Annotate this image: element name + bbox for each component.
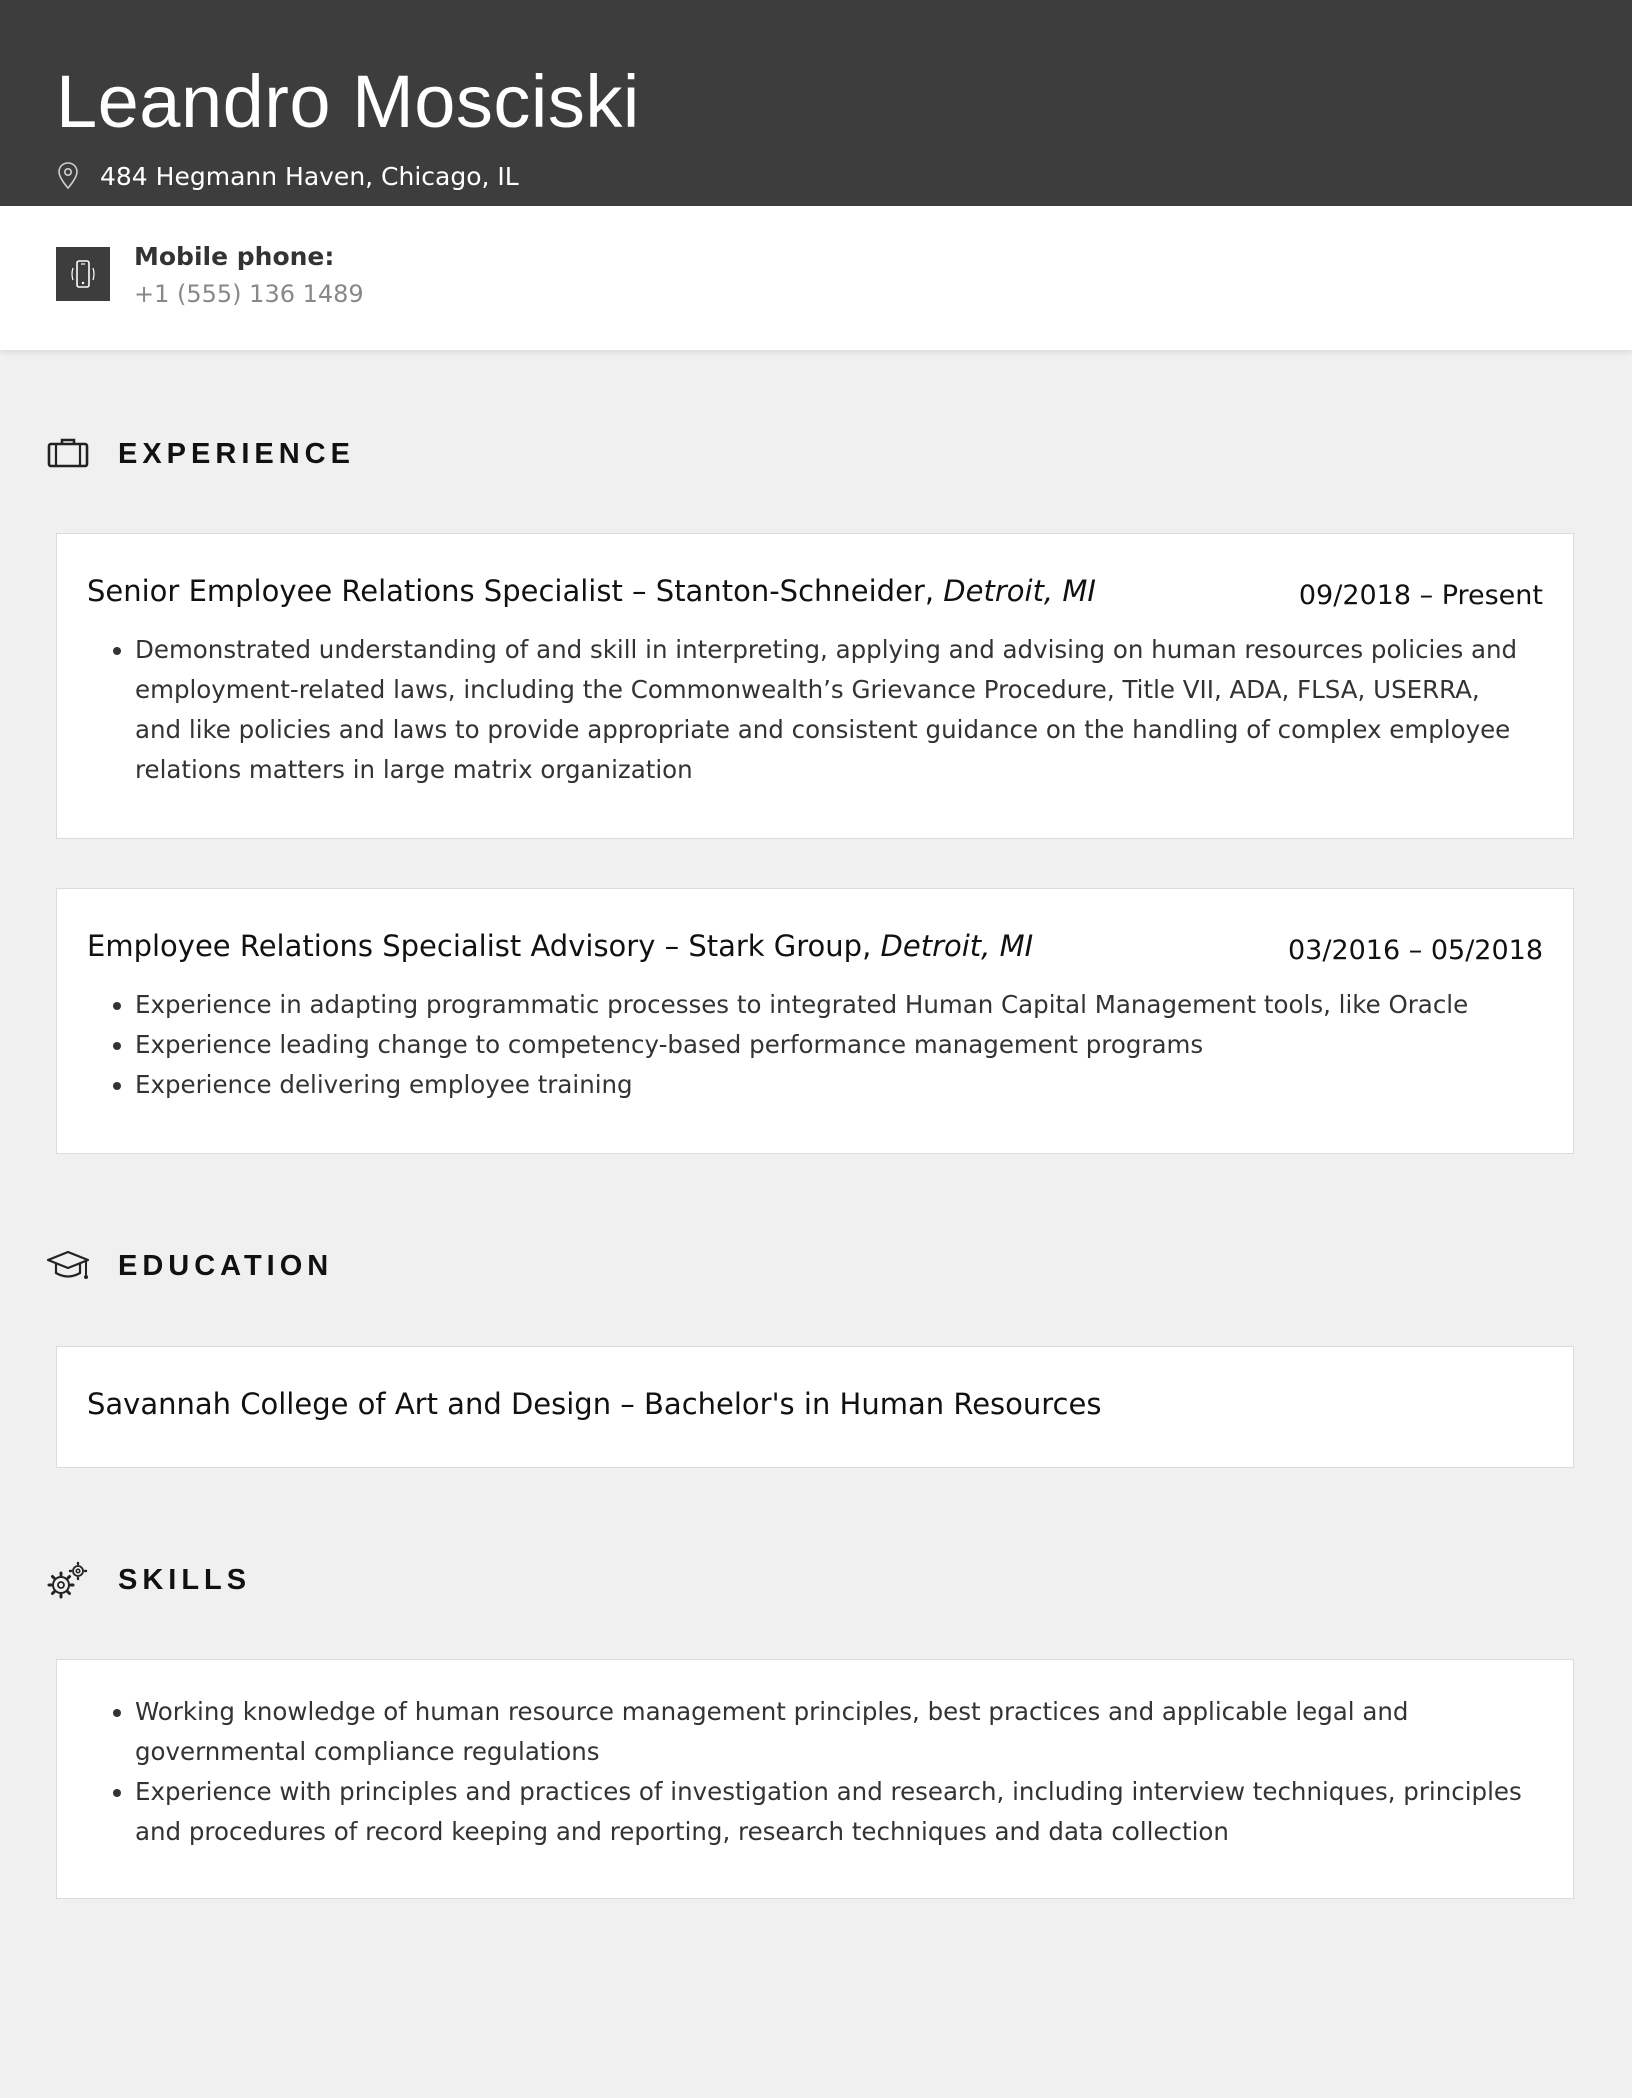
contact-bar [0, 206, 1632, 350]
degree: Bachelor's in Human Resources [644, 1387, 1102, 1421]
entry-heading [87, 1387, 1543, 1427]
skills-bullets [87, 1692, 1533, 1852]
list-item: • Experience with principles and practices of investigation and research, including interview techniques, principles and procedures of record keeping and reporting, research techniques and data collection [135, 1772, 1533, 1852]
experience-title: EXPERIENCE [118, 437, 355, 470]
employer: Stark Group [688, 929, 863, 963]
address-line [56, 156, 519, 196]
gears-icon [46, 1560, 90, 1600]
education-entry [56, 1346, 1574, 1468]
list-item: • Experience leading change to competency-based performance management programs [135, 1025, 1533, 1065]
separator: – [655, 929, 689, 963]
separator: – [622, 574, 656, 608]
list-item: • Experience delivering employee training [135, 1065, 1533, 1105]
resume-header [0, 0, 1632, 206]
job-dates: 03/2016 – 05/2018 [1288, 935, 1543, 966]
list-item: • Demonstrated understanding of and skill in interpreting, applying and advising on human resources policies and employment-related laws, including the Commonwealth’s Grievance Procedure, Title VII, ADA, FLSA, USERRA, and like policies and laws to provide appropriate and consistent guidance on the handling of complex employee relations matters in large matrix organization [135, 630, 1533, 790]
entry-heading: Employee Relations Specialist Advisory – Stark Group, Detroit, MI 03/2016 – 05/2018 [87, 929, 1543, 966]
employer: Stanton-Schneider [655, 574, 925, 608]
school-name: Savannah College of Art and Design [87, 1387, 612, 1421]
list-item: • Experience in adapting programmatic processes to integrated Human Capital Management tools, like Oracle [135, 985, 1533, 1025]
mobile-phone-icon [65, 256, 101, 292]
phone-number[interactable]: +1 (555) 136 1489 [134, 280, 364, 308]
job-bullets [87, 985, 1533, 1105]
skills-section-header [46, 1558, 251, 1602]
address-text: 484 Hegmann Haven, Chicago, IL [100, 161, 519, 191]
experience-entry [56, 888, 1574, 1154]
experience-entry [56, 533, 1574, 839]
job-bullets [87, 630, 1533, 790]
map-pin-icon [56, 161, 80, 191]
phone-label: Mobile phone: [134, 242, 335, 271]
skills-card [56, 1659, 1574, 1899]
skills-title: SKILLS [118, 1563, 252, 1596]
graduation-cap-icon [46, 1246, 90, 1286]
job-location: Detroit, MI [943, 574, 1096, 608]
experience-section-header [46, 432, 355, 476]
entry-heading: Senior Employee Relations Specialist – Stanton-Schneider, Detroit, MI 09/2018 – Present [87, 574, 1543, 611]
job-title: Senior Employee Relations Specialist [87, 574, 623, 608]
separator: – [611, 1387, 645, 1421]
list-item: • Working knowledge of human resource management principles, best practices and applicable legal and governmental compliance regulations [135, 1692, 1533, 1772]
education-title: EDUCATION [118, 1249, 334, 1282]
job-dates: 09/2018 – Present [1298, 580, 1543, 611]
job-location: Detroit, MI [880, 929, 1034, 963]
education-section-header [46, 1244, 333, 1288]
job-title: Employee Relations Specialist Advisory [87, 929, 656, 963]
briefcase-icon [46, 434, 90, 474]
phone-icon-box [56, 247, 110, 301]
candidate-name: Leandro Mosciski [56, 60, 640, 143]
